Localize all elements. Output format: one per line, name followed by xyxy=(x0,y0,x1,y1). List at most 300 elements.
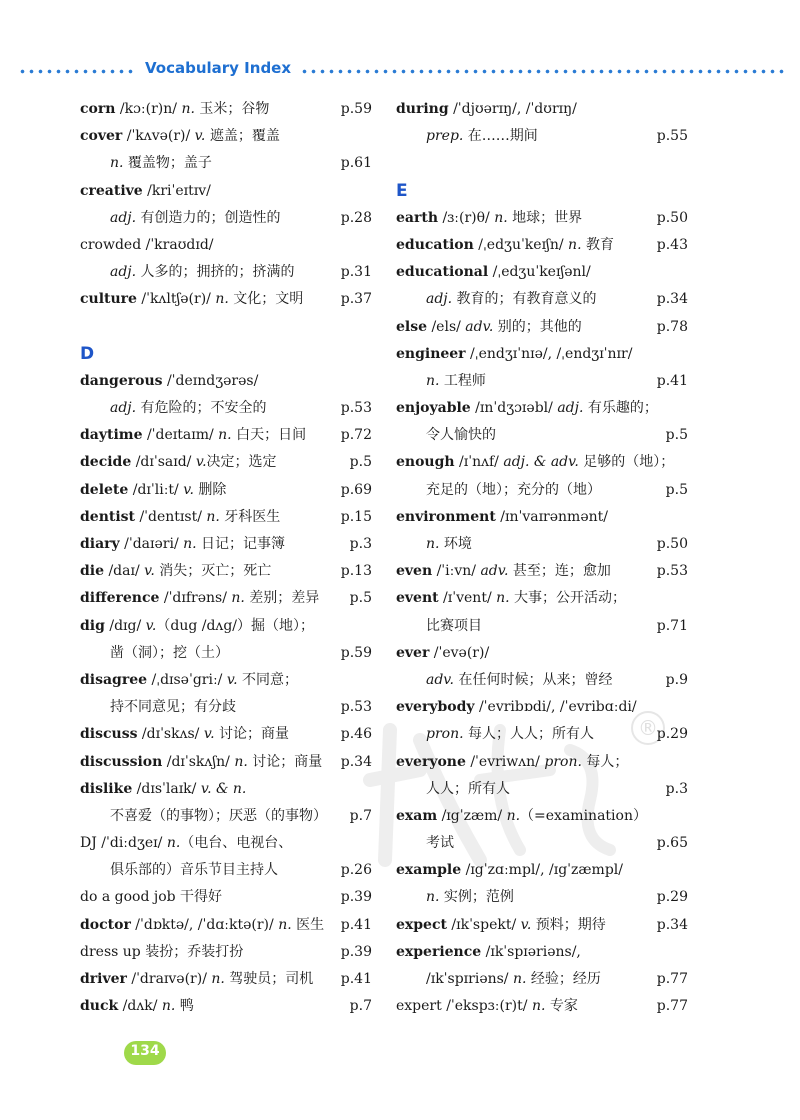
definition: 驾驶员；司机 xyxy=(224,971,314,987)
part-of-speech: n. xyxy=(568,236,582,253)
vocab-entry xyxy=(396,205,688,232)
definition: 令人愉快的 xyxy=(426,427,496,444)
phonetic: /ˌdɪsəˈgriː/ xyxy=(147,671,227,688)
phonetic: /dʌk/ xyxy=(118,998,162,1015)
definition: 有危险的；不安全的 xyxy=(136,400,267,417)
definition: 每人；人人；所有人 xyxy=(463,726,595,743)
entry-continuation xyxy=(396,966,688,993)
entry-continuation xyxy=(396,531,688,558)
page-reference: p.50 xyxy=(656,536,688,552)
page-reference: p.77 xyxy=(656,971,688,987)
headword: discussion xyxy=(80,753,163,770)
phonetic: /ˈdentɪst/ xyxy=(135,508,207,525)
phonetic: /ˈdiːdʒeɪ/ xyxy=(96,835,167,852)
page-reference: p.46 xyxy=(340,726,372,743)
definition: 在……期间 xyxy=(463,128,538,145)
headword: discuss xyxy=(80,726,138,743)
definition: 日记；记事簿 xyxy=(196,536,286,552)
page-reference: p.7 xyxy=(349,998,372,1015)
part-of-speech: n. xyxy=(234,753,248,770)
definition: 删除 xyxy=(193,481,227,498)
phonetic: /ɪgˈzɑːmpl/, /ɪgˈzæmpl/ xyxy=(461,862,623,879)
definition: 讨论；商量 xyxy=(214,726,290,743)
phonetic: /dɪg/ xyxy=(104,617,146,634)
phonetic: /dɪˈskʌʃn/ xyxy=(162,753,235,770)
headword: do a good job xyxy=(80,889,176,906)
headword: crowded xyxy=(80,236,142,253)
part-of-speech: v. & n. xyxy=(200,780,247,797)
vocab-entry xyxy=(396,939,688,966)
part-of-speech: n. xyxy=(278,916,292,933)
headword: DJ xyxy=(80,835,97,852)
definition: 讨论；商量 xyxy=(247,753,323,770)
definition: 比赛项目 xyxy=(426,617,482,634)
phonetic: /ɪkˈspekt/ xyxy=(446,916,521,933)
headword: expert xyxy=(396,998,442,1015)
headword: daytime xyxy=(80,427,143,444)
phonetic: /ɪˈvent/ xyxy=(438,590,497,607)
headword: educational xyxy=(396,264,489,281)
phonetic: /dɪˈliːt/ xyxy=(128,481,184,498)
section-spacer xyxy=(80,314,372,341)
vocab-entry xyxy=(80,96,372,123)
page-reference: p.43 xyxy=(656,236,688,253)
vocab-entry xyxy=(396,96,688,123)
page-reference: p.3 xyxy=(665,780,688,797)
page-reference: p.53 xyxy=(340,699,372,716)
definition: （dug /dʌg/）掘（地）； xyxy=(156,617,315,634)
definition: 有创造力的；创造性的 xyxy=(136,209,281,226)
phonetic: /ˈdɪfrəns/ xyxy=(159,590,232,607)
phonetic: /ˈdraɪvə(r)/ xyxy=(126,971,212,987)
part-of-speech: n. xyxy=(231,590,245,607)
page-reference: p.71 xyxy=(656,617,688,634)
definition: （=examination） xyxy=(520,807,647,824)
part-of-speech: adv. xyxy=(465,318,494,335)
headword: driver xyxy=(80,971,127,987)
headword: enjoyable xyxy=(396,400,471,417)
vocab-entry xyxy=(80,667,372,694)
definition: 医生 xyxy=(291,916,325,933)
phonetic: /ˈdeɪndʒərəs/ xyxy=(162,372,259,389)
vocab-entry xyxy=(396,640,688,667)
page-reference: p.5 xyxy=(349,590,372,607)
page-reference: p.13 xyxy=(340,563,372,580)
part-of-speech: v. xyxy=(195,454,207,471)
definition: 凿（洞）；挖（土） xyxy=(110,644,229,661)
section-spacer xyxy=(396,150,688,177)
page-reference: p.39 xyxy=(340,943,372,960)
definition: 经验；经历 xyxy=(526,971,601,987)
headword: enough xyxy=(396,454,455,471)
vocab-entry xyxy=(80,123,372,150)
registered-mark: ® xyxy=(638,716,658,740)
entry-continuation xyxy=(396,776,688,803)
entry-continuation xyxy=(80,150,372,177)
phonetic: /ɪkˈspɪriəns/ xyxy=(426,971,513,987)
phonetic: /ˈevribɒdi/, /ˈevribɑːdi/ xyxy=(474,699,637,716)
definition: 甚至；连；愈加 xyxy=(508,563,611,580)
vocab-entry xyxy=(396,857,688,884)
headword: ever xyxy=(396,644,430,661)
part-of-speech: adj. xyxy=(110,209,137,226)
vocab-entry xyxy=(80,613,372,640)
definition: 白天；日间 xyxy=(231,427,307,444)
vocab-entry xyxy=(80,939,372,966)
phonetic: /ɪnˈvaɪrənmənt/ xyxy=(495,508,608,525)
headword: example xyxy=(396,862,462,879)
headword: duck xyxy=(80,998,119,1015)
headword: cover xyxy=(80,128,123,145)
headword: during xyxy=(396,101,449,117)
phonetic: /kriˈeɪtɪv/ xyxy=(142,182,211,199)
entry-continuation xyxy=(396,477,688,504)
vocab-entry xyxy=(396,749,688,776)
headword: culture xyxy=(80,291,137,308)
vocab-entry xyxy=(80,749,372,776)
headword: earth xyxy=(396,209,438,226)
part-of-speech: adj. & adv. xyxy=(503,454,579,471)
part-of-speech: n. xyxy=(161,998,176,1015)
vocab-entry xyxy=(396,259,688,286)
page-reference: p.28 xyxy=(340,209,372,226)
entry-continuation xyxy=(396,613,688,640)
entry-continuation xyxy=(396,422,688,449)
part-of-speech: v. xyxy=(194,128,206,145)
page-reference: p.5 xyxy=(665,427,688,444)
part-of-speech: n. xyxy=(426,536,440,552)
page-reference: p.3 xyxy=(349,536,372,552)
vocab-entry xyxy=(80,585,372,612)
page-header xyxy=(0,58,800,84)
phonetic: /ɪˈnʌf/ xyxy=(454,454,504,471)
phonetic: /ˈdjʊərɪŋ/, /ˈdʊrɪŋ/ xyxy=(448,101,577,117)
definition: 俱乐部的）音乐节目主持人 xyxy=(110,862,278,879)
phonetic: /ɪgˈzæm/ xyxy=(437,807,507,824)
page-reference: p.29 xyxy=(656,889,688,906)
section-letter xyxy=(396,178,688,205)
headword: else xyxy=(396,318,428,335)
entry-continuation xyxy=(396,721,688,748)
headword: everybody xyxy=(396,699,475,716)
headword: event xyxy=(396,590,439,607)
phonetic: /ˌendʒɪˈnɪə/, /ˌendʒɪˈnɪr/ xyxy=(465,345,633,362)
headword: decide xyxy=(80,454,132,471)
definition: 教育的；有教育意义的 xyxy=(452,291,597,308)
definition: 鸭 xyxy=(175,998,194,1015)
definition: 干得好 xyxy=(175,889,223,906)
part-of-speech: adj. xyxy=(426,291,453,308)
definition: 持不同意见；有分歧 xyxy=(110,699,236,716)
part-of-speech: prep. xyxy=(426,128,464,145)
phonetic: /ˌedʒuˈkeɪʃənl/ xyxy=(488,264,591,281)
page-reference: p.9 xyxy=(665,671,688,688)
phonetic: /els/ xyxy=(427,318,466,335)
page-reference: p.72 xyxy=(340,427,372,444)
definition: 玉米；谷物 xyxy=(194,101,270,117)
page-reference: p.5 xyxy=(349,454,372,471)
page-reference: p.41 xyxy=(340,916,372,933)
headword: even xyxy=(396,563,433,580)
definition: 装扮；乔装打扮 xyxy=(140,943,244,960)
definition: 专家 xyxy=(545,998,578,1015)
part-of-speech: n. xyxy=(494,209,508,226)
headword: disagree xyxy=(80,671,148,688)
entry-continuation xyxy=(396,830,688,857)
section-letter xyxy=(80,341,372,368)
headword: environment xyxy=(396,508,496,525)
page-reference: p.7 xyxy=(349,807,372,824)
vocab-entry xyxy=(396,912,688,939)
vocab-entry xyxy=(396,504,688,531)
phonetic: /ˈkʌltʃə(r)/ xyxy=(136,291,216,308)
vocab-entry xyxy=(396,585,688,612)
part-of-speech: n. xyxy=(426,372,440,389)
headword: engineer xyxy=(396,345,466,362)
vocab-entry xyxy=(396,694,688,721)
page-reference: p.41 xyxy=(340,971,372,987)
definition: 地球；世界 xyxy=(507,209,583,226)
headword: delete xyxy=(80,481,129,498)
headword: dangerous xyxy=(80,372,163,389)
headword: education xyxy=(396,236,474,253)
entry-continuation xyxy=(396,368,688,395)
entry-continuation xyxy=(396,667,688,694)
page-reference: p.78 xyxy=(656,318,688,335)
definition: 覆盖物；盖子 xyxy=(123,155,212,172)
definition: 充足的（地）；充分的（地） xyxy=(426,481,601,498)
phonetic: /ˈekspɜː(r)t/ xyxy=(441,998,532,1015)
part-of-speech: n. xyxy=(166,835,181,852)
part-of-speech: n. xyxy=(181,101,195,117)
entry-continuation xyxy=(80,205,372,232)
page-reference: p.50 xyxy=(656,209,688,226)
entry-continuation xyxy=(80,640,372,667)
page-reference: p.55 xyxy=(656,128,688,145)
page-reference: p.34 xyxy=(340,753,372,770)
part-of-speech: adj. xyxy=(110,264,137,281)
definition: 工程师 xyxy=(439,372,486,389)
headword: dentist xyxy=(80,508,136,525)
vocab-entry xyxy=(80,531,372,558)
vocab-entry xyxy=(80,477,372,504)
phonetic: /daɪ/ xyxy=(104,563,145,580)
definition: 差别；差异 xyxy=(244,590,320,607)
definition: 实例；范例 xyxy=(439,889,514,906)
vocab-entry xyxy=(80,912,372,939)
vocab-entry xyxy=(80,966,372,993)
section-heading: E xyxy=(396,180,408,201)
phonetic: /ˈkraʊdɪd/ xyxy=(141,236,214,253)
vocab-entry xyxy=(80,232,372,259)
vocab-entry xyxy=(80,776,372,803)
vocab-entry xyxy=(396,449,688,476)
definition: 文化；文明 xyxy=(228,291,304,308)
definition: （电台、电视台、 xyxy=(180,835,293,852)
headword: experience xyxy=(396,943,482,960)
entry-continuation xyxy=(396,286,688,313)
definition: 不喜爱（的事物）；厌恶（的事物） xyxy=(110,807,327,824)
part-of-speech: n. xyxy=(531,998,546,1015)
page-reference: p.34 xyxy=(656,291,688,308)
left-column xyxy=(80,96,372,1020)
part-of-speech: n. xyxy=(211,971,225,987)
phonetic: /ɜː(r)θ/ xyxy=(438,209,495,226)
part-of-speech: v. xyxy=(226,671,238,688)
page-reference: p.53 xyxy=(656,563,688,580)
vocab-entry xyxy=(80,558,372,585)
page-reference: p.77 xyxy=(656,998,688,1015)
page-reference: p.34 xyxy=(656,916,688,933)
headword: creative xyxy=(80,182,143,199)
vocab-entry xyxy=(80,504,372,531)
definition: 每人； xyxy=(581,753,629,770)
phonetic: /ɪnˈdʒɔɪəbl/ xyxy=(470,400,558,417)
part-of-speech: n. xyxy=(218,427,232,444)
page-reference: p.29 xyxy=(656,726,688,743)
vocab-entry xyxy=(396,314,688,341)
vocab-entry xyxy=(80,884,372,911)
definition: 不同意； xyxy=(237,671,298,688)
entry-continuation xyxy=(396,884,688,911)
page-reference: p.31 xyxy=(340,264,372,281)
phonetic: /dɪˈsaɪd/ xyxy=(131,454,196,471)
vocab-entry xyxy=(396,341,688,368)
headword: exam xyxy=(396,807,438,824)
page-reference: p.65 xyxy=(656,835,688,852)
phonetic: /ˈiːvn/ xyxy=(432,563,481,580)
page-reference: p.15 xyxy=(340,508,372,525)
header-title: Vocabulary Index xyxy=(145,59,292,77)
page-reference: p.59 xyxy=(340,101,372,117)
vocab-entry xyxy=(80,178,372,205)
part-of-speech: n. xyxy=(512,971,527,987)
definition: 别的；其他的 xyxy=(493,318,582,335)
page-reference: p.53 xyxy=(340,400,372,417)
part-of-speech: v. xyxy=(520,916,532,933)
phonetic: /ˌedʒuˈkeɪʃn/ xyxy=(473,236,569,253)
headword: difference xyxy=(80,590,160,607)
part-of-speech: adj. xyxy=(110,400,137,417)
page-reference: p.41 xyxy=(656,372,688,389)
vocab-entry xyxy=(80,721,372,748)
part-of-speech: adv. xyxy=(426,671,455,688)
entry-continuation xyxy=(80,259,372,286)
page-reference: p.26 xyxy=(340,862,372,879)
part-of-speech: n. xyxy=(215,291,229,308)
section-heading: D xyxy=(80,343,95,364)
page-reference: p.39 xyxy=(340,889,372,906)
headword: dress up xyxy=(80,943,141,960)
page-reference: p.69 xyxy=(340,481,372,498)
vocab-entry xyxy=(80,422,372,449)
entry-continuation xyxy=(80,857,372,884)
part-of-speech: n. xyxy=(506,807,521,824)
page-reference: p.5 xyxy=(665,481,688,498)
definition: 教育 xyxy=(581,236,614,253)
definition: 预料；期待 xyxy=(531,916,606,933)
vocab-entry xyxy=(80,449,372,476)
definition: 大事；公开活动； xyxy=(509,590,627,607)
phonetic: /ˈdɒktə/, /ˈdɑːktə(r)/ xyxy=(130,916,279,933)
headword: doctor xyxy=(80,916,131,933)
definition: 环境 xyxy=(439,536,472,552)
header-dots-right xyxy=(300,69,786,74)
vocab-entry xyxy=(80,830,372,857)
vocab-entry xyxy=(80,286,372,313)
vocab-entry xyxy=(396,993,688,1020)
page-number: 134 xyxy=(130,1043,160,1059)
definition: 有乐趣的； xyxy=(583,400,658,417)
part-of-speech: n. xyxy=(426,889,440,906)
page-reference: p.37 xyxy=(340,291,372,308)
definition: 在任何时候；从来；曾经 xyxy=(454,671,613,688)
part-of-speech: n. xyxy=(183,536,197,552)
phonetic: /ˈdeɪtaɪm/ xyxy=(142,427,219,444)
page-reference: p.61 xyxy=(340,155,372,172)
entry-continuation xyxy=(396,123,688,150)
vocab-entry xyxy=(396,232,688,259)
part-of-speech: n. xyxy=(496,590,510,607)
phonetic: /ˈevə(r)/ xyxy=(429,644,490,661)
phonetic: /ˈevriwʌn/ xyxy=(465,753,545,770)
vocab-entry xyxy=(396,395,688,422)
vocab-entry xyxy=(396,558,688,585)
definition: 消失；灭亡；死亡 xyxy=(154,563,272,580)
phonetic: /ˈdaɪəri/ xyxy=(119,536,184,552)
definition: 人多的；拥挤的；挤满的 xyxy=(136,264,295,281)
entry-continuation xyxy=(80,395,372,422)
vocab-entry xyxy=(80,368,372,395)
part-of-speech: v. xyxy=(203,726,215,743)
phonetic: /dɪsˈlaɪk/ xyxy=(132,780,201,797)
page-reference: p.59 xyxy=(340,644,372,661)
part-of-speech: v. xyxy=(144,563,155,580)
phonetic: /dɪˈskʌs/ xyxy=(137,726,204,743)
phonetic: /kɔː(r)n/ xyxy=(115,101,182,117)
right-column xyxy=(396,96,688,1020)
part-of-speech: pron. xyxy=(544,753,582,770)
headword: corn xyxy=(80,101,116,117)
part-of-speech: v. xyxy=(145,617,157,634)
definition: 考试 xyxy=(426,835,454,852)
phonetic: /ˈkʌvə(r)/ xyxy=(122,128,195,145)
part-of-speech: n. xyxy=(206,508,220,525)
definition: 人人；所有人 xyxy=(426,780,510,797)
definition: 牙科医生 xyxy=(219,508,281,525)
headword: dislike xyxy=(80,780,133,797)
entry-continuation xyxy=(80,803,372,830)
entry-continuation xyxy=(80,694,372,721)
definition: 足够的（地）； xyxy=(578,454,675,471)
headword: die xyxy=(80,563,105,580)
phonetic: /ɪkˈspɪəriəns/, xyxy=(481,943,581,960)
part-of-speech: v. xyxy=(183,481,194,498)
definition: 遮盖；覆盖 xyxy=(205,128,280,145)
vocab-entry xyxy=(396,803,688,830)
part-of-speech: n. xyxy=(110,155,124,172)
definition: 决定；选定 xyxy=(206,454,277,471)
headword: diary xyxy=(80,536,120,552)
part-of-speech: adj. xyxy=(557,400,584,417)
headword: everyone xyxy=(396,753,466,770)
headword: dig xyxy=(80,617,105,634)
headword: expect xyxy=(396,916,447,933)
vocab-entry xyxy=(80,993,372,1020)
part-of-speech: adv. xyxy=(480,563,509,580)
header-dots-left xyxy=(18,69,135,74)
part-of-speech: pron. xyxy=(426,726,464,743)
